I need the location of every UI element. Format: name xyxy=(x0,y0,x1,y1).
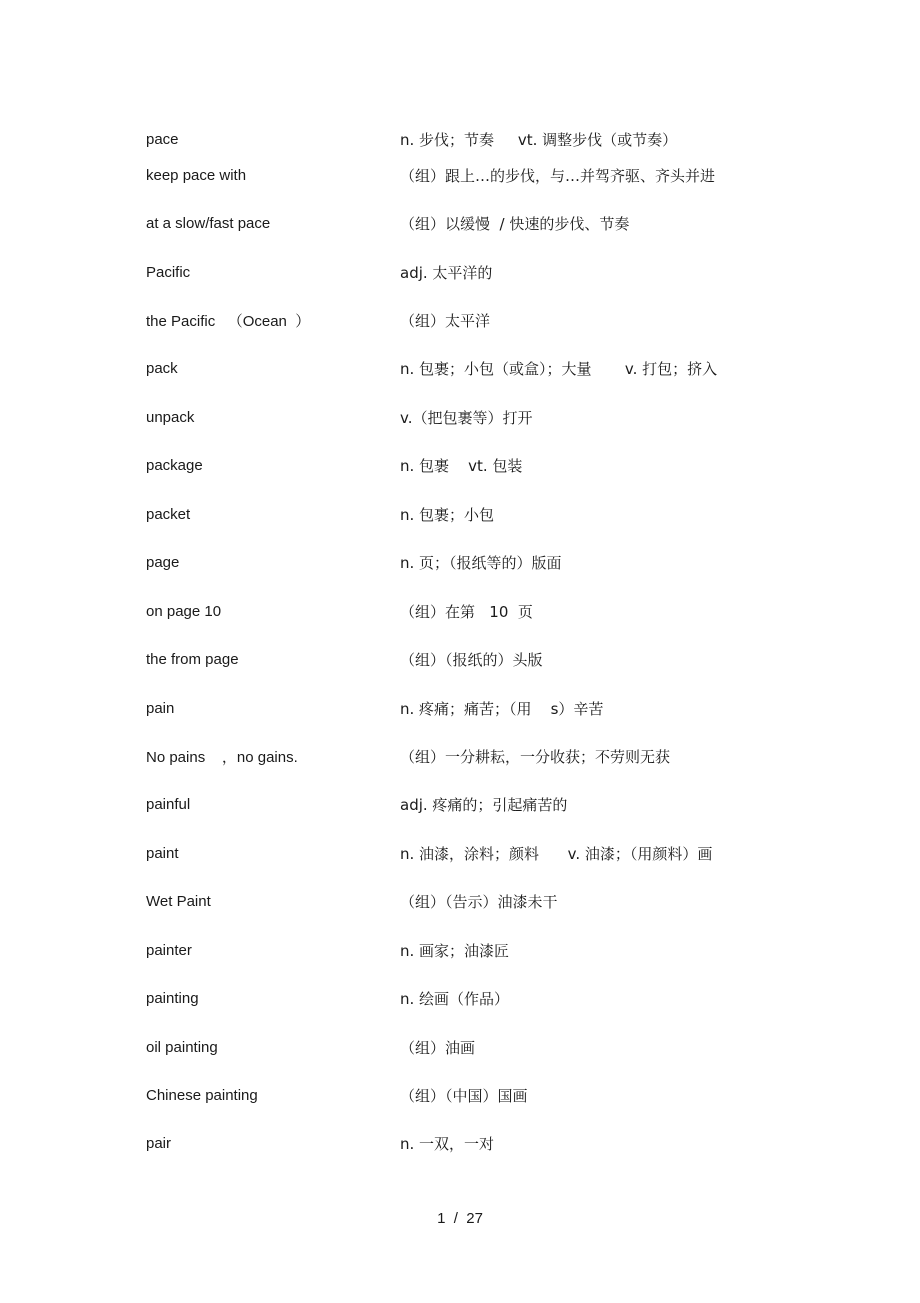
vocab-term: Pacific xyxy=(146,263,191,281)
vocab-term: painful xyxy=(146,796,191,814)
vocab-definition: n. 包裹；小包 xyxy=(400,505,495,524)
vocab-entry xyxy=(146,199,766,247)
vocab-definition: （组）以缓慢 / 快速的步伐、节奏 xyxy=(400,215,630,234)
vocab-term: the Pacific （Ocean ） xyxy=(146,313,311,331)
vocab-definition: n. 油漆，涂料；颜料 v. 油漆；（用颜料）画 xyxy=(400,844,713,863)
vocab-definition: （组）油画 xyxy=(400,1038,476,1057)
vocab-definition: v.（把包裹等）打开 xyxy=(400,408,533,427)
vocab-term: Chinese painting xyxy=(146,1087,258,1105)
vocab-definition: （组）（中国）国画 xyxy=(400,1087,528,1106)
vocab-definition: adj. 疼痛的；引起痛苦的 xyxy=(400,796,568,815)
vocab-entry xyxy=(146,878,766,926)
vocab-definition: n. 包裹 vt. 包装 xyxy=(400,457,523,476)
vocab-entry xyxy=(146,974,766,1022)
vocab-entry xyxy=(146,539,766,587)
vocab-entry xyxy=(146,635,766,683)
vocab-entry xyxy=(146,781,766,829)
vocab-definition: （组）在第 10 页 xyxy=(400,602,533,621)
vocab-definition: （组）（报纸的）头版 xyxy=(400,651,543,670)
vocab-entry xyxy=(146,1120,766,1168)
vocab-term: packet xyxy=(146,505,191,523)
vocab-entry xyxy=(146,926,766,974)
vocab-entry xyxy=(146,684,766,732)
vocab-term: pack xyxy=(146,360,178,378)
vocab-definition: n. 一双，一对 xyxy=(400,1135,495,1154)
vocab-definition: （组）太平洋 xyxy=(400,312,491,331)
vocab-term: keep pace with xyxy=(146,166,247,184)
vocab-term: pair xyxy=(146,1135,172,1153)
vocab-entry xyxy=(146,345,766,393)
vocab-term: pain xyxy=(146,699,175,717)
vocab-entry xyxy=(146,1071,766,1119)
vocab-term: at a slow/fast pace xyxy=(146,215,271,233)
vocab-entry xyxy=(146,732,766,780)
vocab-definition: n. 页；（报纸等的）版面 xyxy=(400,554,562,573)
vocab-definition: （组）一分耕耘，一分收获；不劳则无获 xyxy=(400,747,671,766)
vocab-entry xyxy=(146,1023,766,1071)
vocab-entry xyxy=(146,829,766,877)
vocab-definition: n. 绘画（作品） xyxy=(400,990,510,1009)
vocab-entry xyxy=(146,442,766,490)
vocab-definition: n. 画家；油漆匠 xyxy=(400,941,510,960)
vocab-term: Wet Paint xyxy=(146,893,211,911)
vocab-definition: n. 步伐；节奏 vt. 调整步伐（或节奏） xyxy=(400,130,678,149)
vocab-definition: n. 包裹；小包（或盒）；大量 v. 打包；挤入 xyxy=(400,360,718,379)
vocab-entry xyxy=(146,393,766,441)
vocab-term: painting xyxy=(146,990,199,1008)
vocab-term: page xyxy=(146,554,180,572)
vocab-term: on page 10 xyxy=(146,602,222,620)
vocabulary-list xyxy=(146,127,766,1168)
vocab-term: unpack xyxy=(146,408,195,426)
vocab-term: paint xyxy=(146,844,179,862)
vocab-entry xyxy=(146,587,766,635)
vocab-term: pace xyxy=(146,130,179,148)
page-number: 1 / 27 xyxy=(437,1210,483,1227)
vocab-term: oil painting xyxy=(146,1038,218,1056)
vocab-definition: adj. 太平洋的 xyxy=(400,263,493,282)
vocab-term: package xyxy=(146,457,203,475)
vocab-entry xyxy=(146,490,766,538)
vocab-term: painter xyxy=(146,941,192,959)
vocab-term: the from page xyxy=(146,651,239,669)
vocab-term: No pains ，no gains. xyxy=(146,748,298,766)
vocab-entry xyxy=(146,127,766,151)
vocab-entry xyxy=(146,151,766,199)
vocab-definition: n. 疼痛；痛苦；（用 s）辛苦 xyxy=(400,699,604,718)
vocab-definition: （组）（告示）油漆未干 xyxy=(400,893,558,912)
vocab-definition: （组）跟上…的步伐，与…并驾齐驱、齐头并进 xyxy=(400,166,716,185)
vocab-entry xyxy=(146,296,766,344)
vocab-entry xyxy=(146,248,766,296)
